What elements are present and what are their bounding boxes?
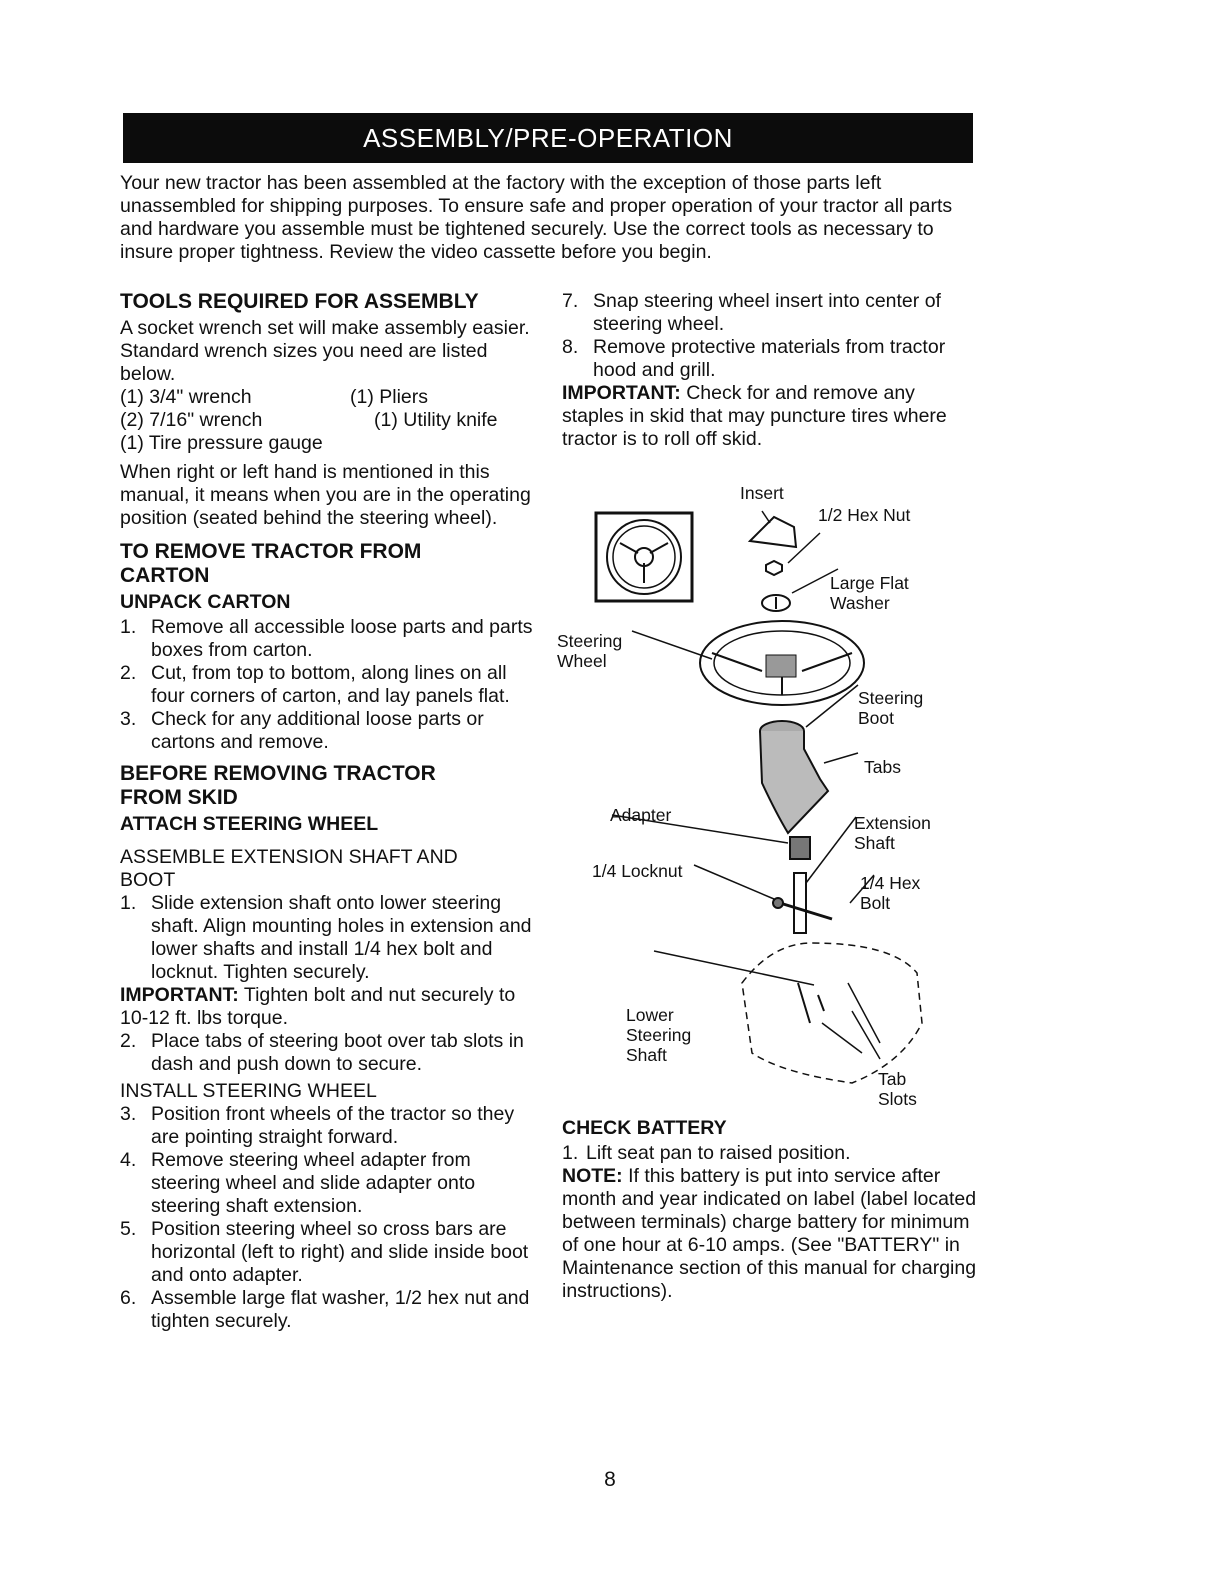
insert-steps [562,290,977,382]
left-column [120,290,545,1333]
label-extension-shaft: Extension Shaft [854,813,931,853]
label-tabs: Tabs [864,757,901,777]
tool-item: (1) Pliers [350,386,429,408]
skid-heading: BEFORE REMOVING TRACTOR FROM SKID [120,762,436,809]
section-title: ASSEMBLY/PRE-OPERATION [363,122,733,153]
unpack-subheading: UNPACK CARTON [120,591,291,613]
assemble-steps-2 [120,1030,545,1076]
list-item: 1. Remove all accessible loose parts and parts boxes from carton. [120,616,533,661]
battery-heading: CHECK BATTERY [562,1117,727,1139]
battery-steps [562,1142,977,1165]
label-hex-bolt: 1/4 Hex Bolt [860,873,921,913]
right-column [557,290,977,1303]
list-item: 4. Remove steering wheel adapter from steering wheel and slide adapter onto steering shaft extension. [120,1149,476,1217]
label-locknut: 1/4 Locknut [592,861,683,881]
label-hex-nut: 1/2 Hex Nut [818,505,911,525]
tool-item: (1) Tire pressure gauge [120,432,323,454]
label-adapter: Adapter [610,805,672,825]
intro-paragraph: Your new tractor has been assembled at the factory with the exception of those parts left unassembled for shipping purposes. To ensure safe and proper operation of your tractor all parts and hardware you assemble must be tightened securely. Use the correct tools as necessary to insure proper tightness. Review the video cassette before you begin. [120,172,953,263]
attach-subheading: ATTACH STEERING WHEEL [120,813,379,835]
list-item: 2. Cut, from top to bottom, along lines on all four corners of carton, and lay panels flat. [120,662,510,707]
install-steps [120,1103,545,1333]
install-section-title: INSTALL STEERING WHEEL [120,1080,377,1102]
list-item: 3. Check for any additional loose parts or cartons and remove. [120,708,484,753]
tool-item: (1) Utility knife [374,409,498,431]
assemble-steps [120,892,545,984]
steering-assembly-figure [557,463,977,1109]
tool-item: (2) 7/16" wrench [120,409,263,431]
label-steering-wheel: Steering Wheel [557,631,623,671]
list-item: 1. Slide extension shaft onto lower steering shaft. Align mounting holes in extension and lower shafts and install 1/4 hex bolt and locknut. Tighten securely. [120,892,532,983]
remove-heading: TO REMOVE TRACTOR FROM CARTON [120,540,422,587]
section-banner [123,113,973,163]
tools-heading: TOOLS REQUIRED FOR ASSEMBLY [120,290,479,313]
list-item: 8. Remove protective materials from tractor hood and grill. [562,336,946,381]
list-item: 2. Place tabs of steering boot over tab slots in dash and push down to secure. [120,1030,524,1075]
assemble-section-title: ASSEMBLE EXTENSION SHAFT AND BOOT [120,846,458,891]
label-lower-steering-shaft: Lower Steering Shaft [626,1005,692,1065]
important-staples: IMPORTANT: Check for and remove any staples in skid that may puncture tires where tractor is to roll off skid. [562,382,947,450]
label-large-flat-washer: Large Flat Washer [830,573,909,613]
unpack-steps [120,616,545,754]
tools-list [120,386,545,455]
list-item: 1. Lift seat pan to raised position. [562,1142,851,1164]
tools-intro: A socket wrench set will make assembly easier. Standard wrench sizes you need are listed below. [120,317,530,385]
hand-note: When right or left hand is mentioned in this manual, it means when you are in the operating position (seated behind the steering wheel). [120,461,531,529]
list-item: 7. Snap steering wheel insert into center of steering wheel. [562,290,941,335]
label-steering-boot: Steering Boot [858,688,924,728]
label-insert: Insert [740,483,784,503]
list-item: 6. Assemble large flat washer, 1/2 hex nut and tighten securely. [120,1287,530,1332]
tool-item: (1) 3/4" wrench [120,386,252,408]
list-item: 3. Position front wheels of the tractor so they are pointing straight forward. [120,1103,515,1148]
label-tab-slots: Tab Slots [878,1069,917,1109]
important-torque: IMPORTANT: Tighten bolt and nut securely to 10-12 ft. lbs torque. [120,984,516,1029]
list-item: 5. Position steering wheel so cross bars are horizontal (left to right) and slide inside boot and onto adapter. [120,1218,529,1286]
steering-assembly-illustration [562,463,977,1103]
battery-note: NOTE: If this battery is put into service after month and year indicated on label (label located between terminals) charge battery for minimum of one hour at 6-10 amps. (See "BATTERY" in Maintenance section of this manual for charging instructions). [562,1165,977,1302]
page-number: 8 [604,1468,616,1491]
